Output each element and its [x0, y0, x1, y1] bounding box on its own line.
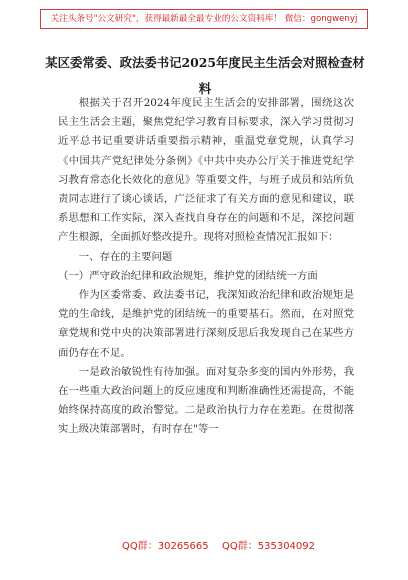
section-heading: 一、存在的主要问题 — [78, 250, 173, 263]
document-title: 某区委常委、政法委书记2025年度民主生活会对照检查材料 — [45, 55, 365, 96]
footer-qq-group-2: QQ群：535304092 — [222, 541, 316, 552]
document-body — [58, 94, 354, 440]
subsection-heading: （一）严守政治纪律和政治规矩，维护党的团结统一方面 — [58, 269, 318, 282]
body-paragraph: 作为区委常委、政法委书记，我深知政治纪律和政治规矩是党的生命线，是维护党的团结统一的重要基石。然而，在对照党章党规和党中央的决策部署进行深刻反思后我发现自己在某些方面仍存在不足。 — [58, 289, 354, 359]
promo-banner: 关注头条号"公文研究"，获得最新最全最专业的公文资料库！ 微信：gongwenyj — [40, 9, 368, 29]
footer-bar — [0, 538, 408, 556]
intro-paragraph: 根据关于召开2024年度民主生活会的安排部署，围绕这次民主生活会主题，聚焦党纪学习教育目标要求，深入学习贯彻习近平总书记重要讲话重要指示精神，重温党章党规，认真学习《中国共产党纪律处分条例》《中共中央办公厅关于推进党纪学习教育常态化长效化的意见》等重要文件，与班子成员和站所负责同志进行了谈心谈话，广泛征求了有关方面的意见和建议，联系思想和工作实际，深入查找自身存在的问题和不足，深挖问题产生根源，全面抓好整改提升。现将对照检查情况汇报如下： — [58, 97, 354, 244]
footer-qq-group-1: QQ群：30265665 — [122, 541, 209, 552]
body-paragraph: 一是政治敏锐性有待加强。面对复杂多变的国内外形势，我在一些重大政治问题上的反应速度和判断准确性还需提高，不能始终保持高度的政治警觉。二是政治执行力存在差距。在贯彻落实上级决策部署时，有时存在"等一 — [58, 365, 354, 436]
